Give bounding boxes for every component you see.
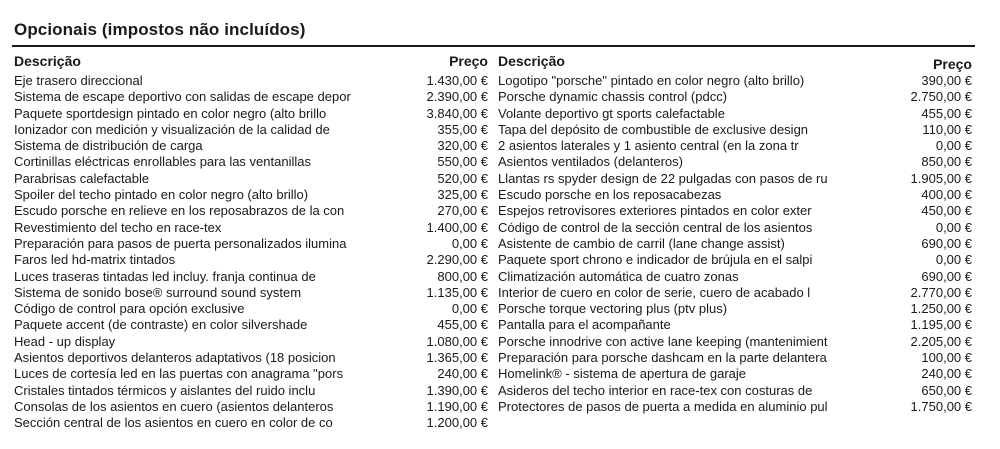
option-row [14,350,488,366]
option-row [14,383,488,399]
option-description: Cortinillas eléctricas enrollables para las ventanillas [14,154,311,170]
option-description: Porsche torque vectoring plus (ptv plus) [498,301,728,317]
option-price: 1.400,00 € [426,219,488,235]
option-row [14,334,488,350]
option-row [498,334,972,350]
description-header: Descrição [14,53,81,69]
option-row [14,301,488,317]
option-price: 0,00 € [935,252,972,268]
option-description: Paquete sportdesign pintado en color negro (alto brillo [14,105,327,121]
option-description: Sistema de sonido bose® surround sound system [14,284,302,300]
option-price: 1.080,00 € [426,333,488,349]
option-row [14,252,488,268]
option-price: 400,00 € [921,187,972,203]
option-price: 2.290,00 € [426,252,488,268]
option-description: 2 asientos laterales y 1 asiento central (en la zona tr [498,138,799,154]
option-row [14,122,488,138]
option-description: Código de control para opción exclusive [14,301,245,317]
option-description: Pantalla para el acompañante [498,317,671,333]
options-table-left [14,51,488,432]
option-price: 2.205,00 € [910,333,972,349]
option-description: Interior de cuero en color de serie, cuero de acabado l [498,284,811,300]
option-price: 0,00 € [935,219,972,235]
option-row [498,187,972,203]
option-row [14,187,488,203]
option-row [498,269,972,285]
option-row [498,301,972,317]
option-price: 550,00 € [437,154,488,170]
option-price: 0,00 € [451,235,488,251]
option-row [498,317,972,333]
option-description: Asientos ventilados (delanteros) [498,154,683,170]
option-row [498,252,972,268]
option-description: Paquete accent (de contraste) en color silvershade [14,317,308,333]
option-row [498,203,972,219]
option-row [14,269,488,285]
option-price: 240,00 € [921,366,972,382]
option-row [14,415,488,431]
option-price: 2.390,00 € [426,89,488,105]
option-price: 100,00 € [921,350,972,366]
option-description: Spoiler del techo pintado en color negro (alto brillo) [14,187,309,203]
option-description: Luces traseras tintadas led incluy. franja continua de [14,268,316,284]
option-price: 110,00 € [922,121,972,137]
option-row [498,154,972,170]
option-row [14,399,488,415]
option-description: Revestimiento del techo en race-tex [14,219,222,235]
option-description: Eje trasero direccional [14,73,143,88]
option-description: Faros led hd-matrix tintados [14,252,176,268]
option-row [498,89,972,105]
option-description: Sección central de los asientos en cuero en color de co [14,415,333,431]
option-description: Protectores de pasos de puerta a medida en aluminio pul [498,398,828,414]
description-header: Descrição [498,53,565,69]
option-row [498,285,972,301]
option-description: Escudo porsche en los reposacabezas [498,187,722,203]
option-row [498,366,972,382]
option-description: Asistente de cambio de carril (lane change assist) [498,235,785,251]
options-list-left [14,73,488,432]
option-description: Ionizador con medición y visualización de la calidad de [14,121,330,137]
option-description: Sistema de escape deportivo con salidas de escape depor [14,89,351,105]
option-price: 850,00 € [921,154,972,170]
option-description: Llantas rs spyder design de 22 pulgadas con pasos de ru [498,170,828,186]
option-description: Consolas de los asientos en cuero (asientos delanteros [14,398,334,414]
option-row [14,89,488,105]
option-row [498,399,972,415]
option-price: 0,00 € [451,301,488,317]
page-title: Opcionais (impostos não incluídos) [14,20,306,39]
option-description: Preparación para pasos de puerta personalizados ilumina [14,235,347,251]
option-price: 450,00 € [921,203,972,219]
option-price: 1.200,00 € [426,415,488,431]
option-price: 1.250,00 € [910,301,972,317]
option-price: 1.390,00 € [426,382,488,398]
option-description: Espejos retrovisores exteriores pintados en color exter [498,203,812,219]
option-price: 1.430,00 € [426,73,488,88]
option-row [498,122,972,138]
option-price: 3.840,00 € [426,105,488,121]
option-row [14,203,488,219]
option-price: 520,00 € [437,170,488,186]
option-row [498,383,972,399]
option-description: Asientos deportivos delanteros adaptativos (18 posicion [14,350,336,366]
option-price: 2.750,00 € [910,89,972,105]
option-description: Tapa del depósito de combustible de exclusive design [498,121,809,137]
option-price: 1.365,00 € [426,350,488,366]
option-price: 455,00 € [921,105,972,121]
option-price: 800,00 € [437,268,488,284]
option-description: Climatización automática de cuatro zonas [498,268,739,284]
options-table-right [498,51,972,415]
option-price: 455,00 € [437,317,488,333]
price-header: Preço [449,53,488,69]
option-price: 690,00 € [921,268,972,284]
option-row [14,236,488,252]
option-description: Parabrisas calefactable [14,170,150,186]
option-description: Porsche dynamic chassis control (pdcc) [498,89,728,105]
table-header [14,51,488,73]
option-row [14,138,488,154]
option-description: Homelink® - sistema de apertura de garaje [498,366,747,382]
price-header: Preço [933,56,972,72]
option-description: Escudo porsche en relieve en los reposabrazos de la con [14,203,345,219]
title-divider [12,45,975,47]
option-row [498,138,972,154]
option-row [14,154,488,170]
option-description: Luces de cortesía led en las puertas con anagrama "pors [14,366,344,382]
option-row [14,171,488,187]
option-row [498,236,972,252]
table-header [498,51,972,73]
option-row [498,106,972,122]
option-price: 325,00 € [437,187,488,203]
option-price: 650,00 € [921,382,972,398]
option-price: 1.905,00 € [910,170,972,186]
option-price: 2.770,00 € [910,284,972,300]
option-description: Porsche innodrive con active lane keeping (mantenimient [498,333,828,349]
option-price: 1.195,00 € [910,317,972,333]
option-price: 1.190,00 € [426,398,488,414]
option-price: 270,00 € [437,203,488,219]
option-price: 0,00 € [935,138,972,154]
option-row [14,106,488,122]
option-row [14,317,488,333]
option-description: Head - up display [14,333,116,349]
option-price: 1.135,00 € [426,284,488,300]
option-row [498,171,972,187]
option-row [498,73,972,89]
option-row [498,220,972,236]
option-description: Sistema de distribución de carga [14,138,203,154]
option-description: Asideros del techo interior en race-tex con costuras de [498,382,813,398]
option-price: 390,00 € [921,73,972,88]
option-price: 355,00 € [437,121,488,137]
option-price: 240,00 € [437,366,488,382]
option-price: 320,00 € [437,138,488,154]
options-list-right [498,73,972,415]
option-description: Paquete sport chrono e indicador de brújula en el salpi [498,252,813,268]
option-description: Volante deportivo gt sports calefactable [498,105,725,121]
option-price: 690,00 € [921,235,972,251]
option-row [498,350,972,366]
option-row [14,285,488,301]
option-row [14,366,488,382]
option-row [14,73,488,89]
option-price: 1.750,00 € [910,398,972,414]
option-description: Cristales tintados térmicos y aislantes del ruido inclu [14,382,316,398]
option-description: Preparación para porsche dashcam en la parte delantera [498,350,827,366]
option-description: Logotipo "porsche" pintado en color negro (alto brillo) [498,73,805,88]
option-row [14,220,488,236]
option-description: Código de control de la sección central de los asientos [498,219,813,235]
